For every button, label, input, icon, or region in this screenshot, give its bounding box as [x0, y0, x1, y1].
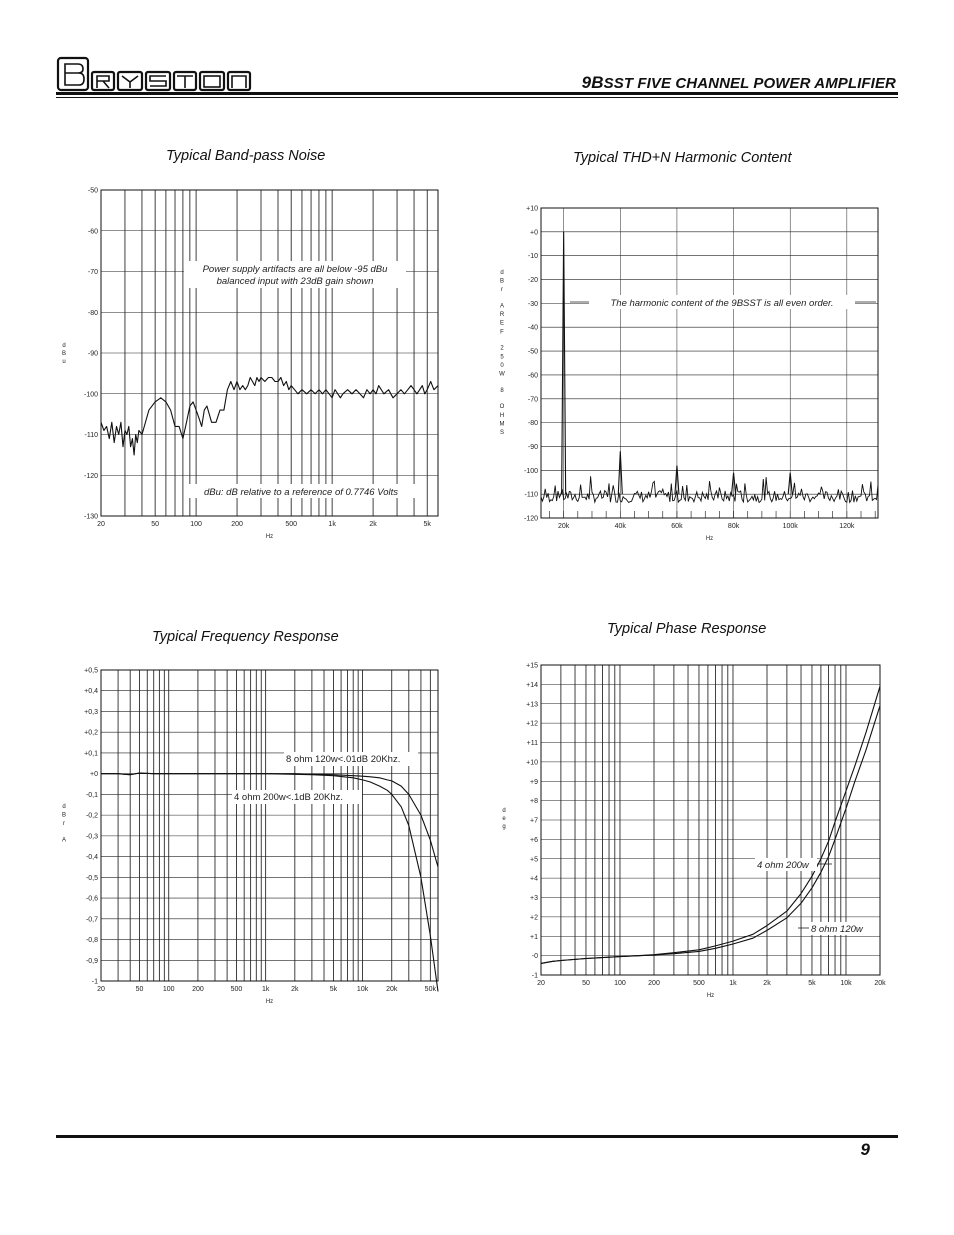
chart-phase-ytick-label: +7	[530, 817, 538, 825]
chart-bandpass-xtick-label: 2k	[369, 521, 377, 528]
chart-bandpass-xaxis-label: Hz	[265, 534, 274, 540]
chart-frequency-xtick-label: 2k	[291, 986, 299, 993]
chart-phase-xtick-label: 50	[582, 980, 590, 987]
chart-frequency-label-4ohm: 4 ohm 200w<.1dB 20Khz.	[234, 792, 344, 803]
page-number: 9	[860, 1140, 870, 1159]
chart-phase-label-8ohm: 8 ohm 120w	[811, 924, 863, 935]
chart-thd-ytick-label: -80	[527, 420, 538, 428]
document-title-model: 9B	[581, 73, 604, 92]
chart-bandpass-ytick-label: -70	[87, 269, 98, 276]
chart-bandpass-xtick-label: 50	[151, 521, 160, 528]
chart-frequency-ytick-label: -0,1	[85, 791, 98, 799]
chart-title-phase: Typical Phase Response	[607, 621, 767, 637]
chart-phase-xtick-label: 2k	[763, 980, 771, 987]
chart-bandpass-ytick-label: -90	[87, 350, 98, 358]
chart-phase-ytick-label: +11	[526, 740, 538, 747]
chart-bandpass-note-1: Power supply artifacts are all below -95 dBu	[202, 264, 388, 275]
chart-title-bandpass: Typical Band-pass Noise	[166, 148, 326, 164]
chart-frequency-ytick-label: -0,3	[85, 833, 98, 841]
chart-thd-ytick-label: -110	[524, 491, 538, 499]
chart-frequency-ytick-label: -1	[91, 978, 98, 986]
chart-frequency-ytick-label: -0,9	[85, 957, 98, 965]
chart-phase-ytick-label: +9	[530, 778, 538, 786]
chart-frequency-xtick-label: 10k	[356, 986, 369, 993]
chart-frequency-xtick-label: 20	[97, 986, 105, 993]
chart-phase-ytick-label: +8	[530, 798, 538, 806]
chart-phase-series-line-1	[541, 686, 880, 963]
chart-thd-xaxis-label: Hz	[705, 536, 714, 542]
chart-frequency-ytick-label: -0,2	[85, 812, 98, 820]
chart-phase-yaxis-label: d e g	[502, 808, 506, 830]
chart-thd-ytick-label: -20	[527, 277, 538, 285]
chart-phase-ytick-label: +13	[526, 701, 538, 709]
chart-phase-ytick-label: +15	[526, 662, 538, 670]
chart-bandpass-ytick-label: -100	[83, 391, 98, 399]
chart-frequency-xtick-label: 50	[135, 986, 144, 993]
chart-phase-xtick-label: 20	[537, 980, 545, 987]
chart-phase-xtick-label: 1k	[729, 980, 737, 987]
chart-thd-ytick-label: -10	[527, 253, 538, 261]
chart-bandpass-ytick-label: -50	[87, 187, 98, 195]
chart-thd-note: The harmonic content of the 9BSST is all even order.	[610, 298, 834, 309]
chart-frequency-ytick-label: +0,2	[84, 729, 98, 737]
chart-thd-xtick-label: 20k	[558, 523, 570, 530]
chart-phase-ytick-label: -0	[531, 953, 538, 961]
chart-frequency-yaxis-label: d B r A	[61, 804, 67, 844]
footer-rule	[56, 1135, 898, 1138]
chart-frequency-ytick-label: -0,8	[85, 937, 98, 945]
chart-thd-ytick-label: +10	[526, 205, 538, 213]
chart-title-thd: Typical THD+N Harmonic Content	[573, 150, 792, 166]
chart-frequency-label-8ohm: 8 ohm 120w<.01dB 20Khz.	[286, 754, 401, 765]
chart-bandpass-footnote: dBu: dB relative to a reference of 0.7746 Volts	[204, 487, 398, 498]
chart-phase-ytick-label: +4	[530, 875, 538, 883]
chart-bandpass-xtick-label: 100	[190, 521, 202, 528]
chart-phase-xtick-label: 5k	[808, 980, 816, 987]
chart-phase-ytick-label: +12	[526, 720, 538, 728]
chart-thd-ytick-label: -70	[527, 396, 538, 404]
chart-bandpass-ytick-label: -60	[87, 228, 98, 236]
chart-bandpass-yaxis-label: d B u	[61, 343, 67, 365]
chart-thd-ytick-label: -60	[527, 372, 538, 380]
chart-bandpass-note-2: balanced input with 23dB gain shown	[216, 276, 374, 287]
chart-thd-ytick-label: +0	[530, 229, 538, 237]
chart-phase-ytick-label: +2	[530, 914, 538, 922]
chart-thd-xtick-label: 80k	[727, 523, 740, 530]
chart-thd-ytick-label: -40	[527, 324, 538, 332]
chart-thd-yaxis-label: d B r A R E F 2 5 0 W 8 O H M S	[499, 270, 505, 436]
chart-frequency-xtick-label: 5k	[329, 986, 338, 993]
chart-thd-ytick-label: -50	[527, 348, 538, 356]
chart-phase-label-4ohm: 4 ohm 200w	[757, 860, 809, 871]
chart-phase-ytick-label: -1	[531, 972, 538, 980]
chart-bandpass-ytick-label: -80	[87, 309, 98, 317]
chart-frequency-ytick-label: +0	[90, 771, 98, 779]
chart-thd-ytick-label: -120	[523, 515, 538, 523]
chart-bandpass-ytick-label: -120	[83, 472, 98, 480]
chart-phase-xtick-label: 100	[614, 980, 626, 987]
chart-phase-ytick-label: +3	[530, 895, 538, 902]
chart-phase-xaxis-label: Hz	[706, 993, 715, 999]
chart-frequency-ytick-label: -0,6	[85, 895, 98, 903]
chart-bandpass-xtick-label: 200	[231, 521, 243, 528]
chart-frequency-ytick-label: +0,4	[84, 688, 98, 696]
chart-frequency-xtick-label: 20k	[386, 986, 398, 993]
chart-thd-xtick-label: 60k	[671, 523, 683, 530]
chart-frequency-ytick-label: +0,3	[84, 708, 98, 716]
chart-bandpass-ytick-label: -110	[84, 432, 98, 439]
chart-frequency-xtick-label: 200	[192, 986, 204, 993]
chart-thd-xtick-label: 120k	[839, 523, 855, 530]
document-title-rest: SST FIVE CHANNEL POWER AMPLIFIER	[603, 75, 896, 92]
chart-phase-ytick-label: +10	[526, 759, 538, 767]
chart-frequency-ytick-label: -0,5	[85, 874, 98, 882]
chart-phase-xtick-label: 200	[648, 980, 660, 987]
chart-bandpass-ytick-label: -130	[83, 513, 98, 521]
chart-thd-ytick-label: -30	[527, 300, 538, 308]
chart-phase-ytick-label: +6	[530, 836, 538, 844]
chart-thd-xtick-label: 100k	[782, 523, 798, 530]
chart-frequency-ytick-label: -0,7	[85, 916, 98, 924]
chart-phase-xtick-label: 10k	[840, 980, 852, 987]
chart-frequency-xaxis-label: Hz	[265, 999, 274, 1005]
chart-thd-xtick-label: 40k	[614, 523, 626, 530]
chart-frequency-xtick-label: 500	[230, 986, 243, 993]
chart-bandpass-xtick-label: 5k	[423, 521, 431, 528]
chart-title-frequency: Typical Frequency Response	[152, 629, 339, 645]
chart-bandpass-xtick-label: 20	[97, 521, 105, 528]
chart-bandpass-xtick-label: 1k	[328, 521, 336, 528]
chart-phase-ytick-label: +1	[530, 933, 538, 941]
chart-phase-marks	[541, 686, 880, 963]
chart-bandpass-xtick-label: 500	[285, 521, 298, 528]
chart-frequency-xtick-label: 50k	[424, 986, 436, 993]
chart-phase-xtick-label: 500	[693, 980, 705, 987]
chart-frequency-ytick-label: -0,4	[85, 854, 98, 862]
chart-thd-ytick-label: -90	[527, 443, 538, 451]
chart-frequency-ytick-label: +0,5	[84, 667, 98, 675]
chart-thd-ytick-label: -100	[523, 467, 538, 475]
chart-frequency-ytick-label: +0,1	[84, 750, 98, 758]
chart-phase-xtick-label: 20k	[874, 980, 886, 987]
chart-frequency-xtick-label: 1k	[261, 986, 270, 993]
chart-frequency-xtick-label: 100	[162, 986, 175, 993]
chart-phase-ytick-label: +5	[530, 856, 538, 864]
chart-phase-ytick-label: +14	[526, 681, 538, 689]
